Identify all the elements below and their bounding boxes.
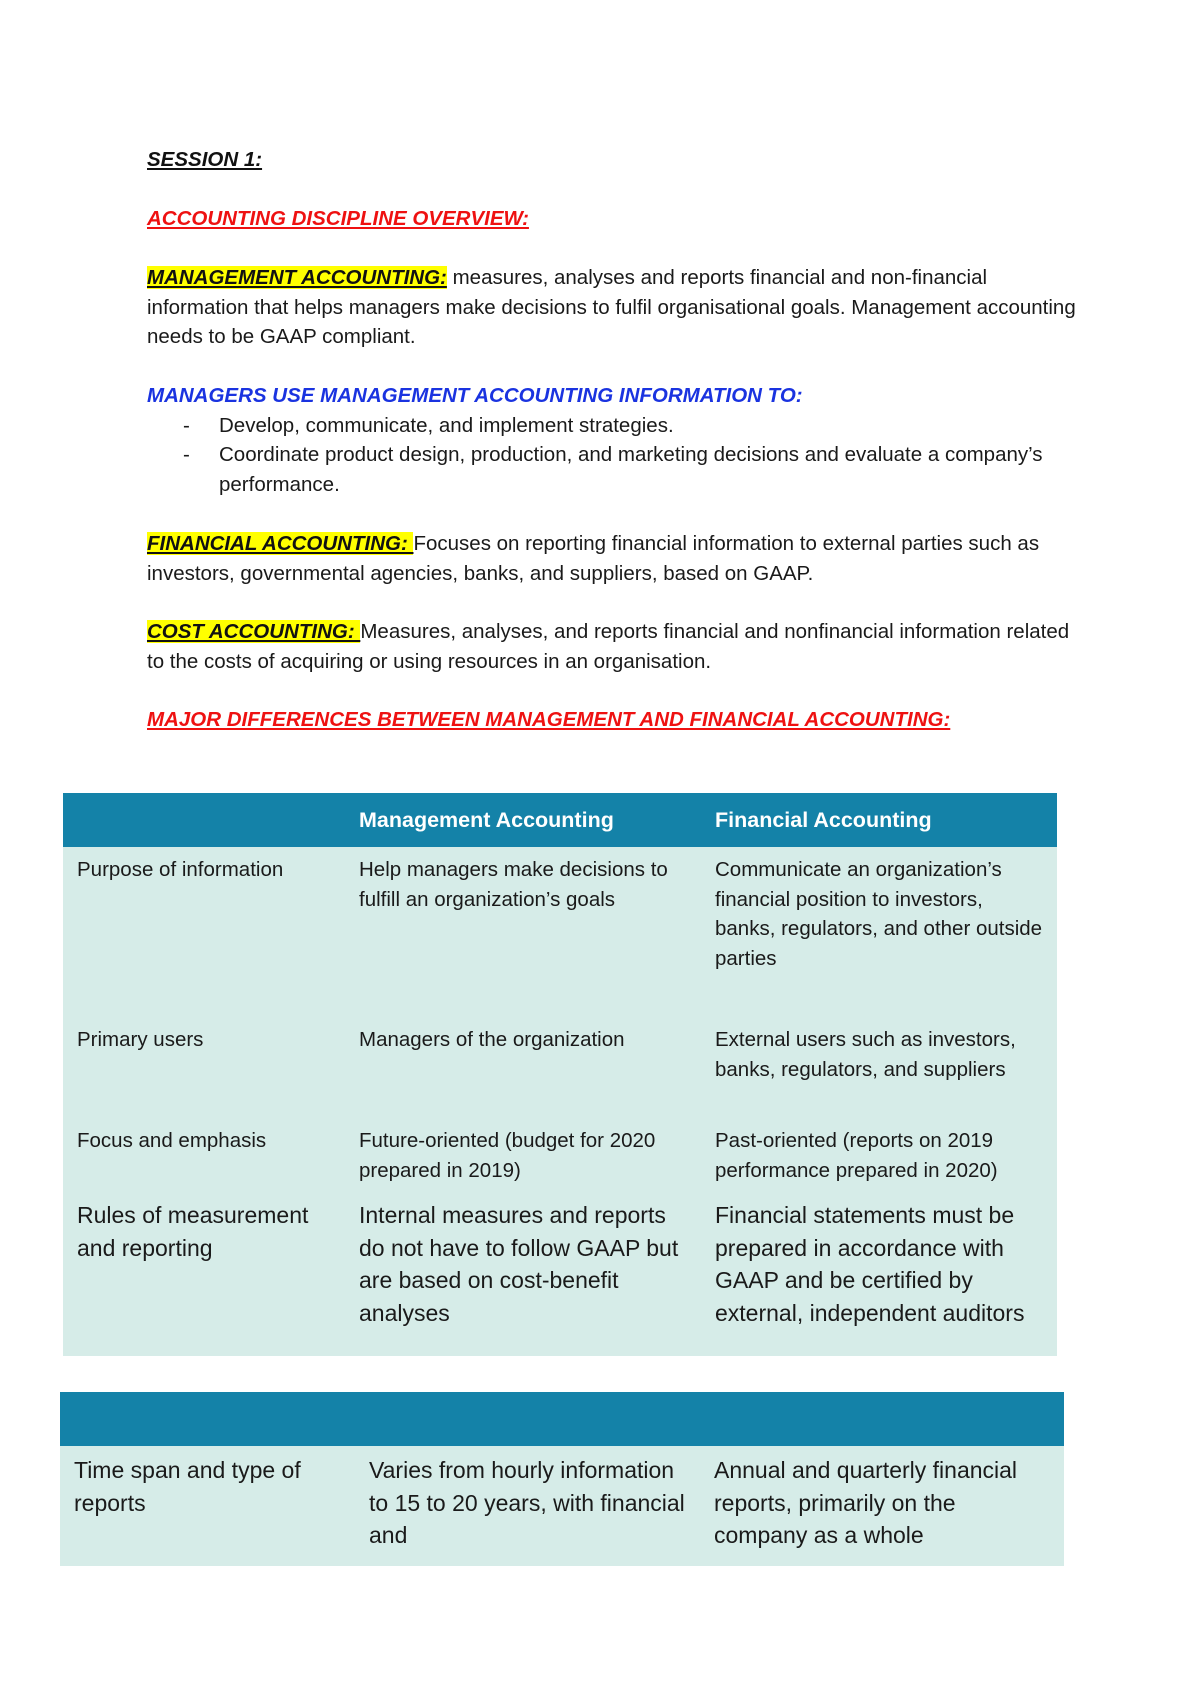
- table-cell: External users such as investors, banks, regulators, and suppliers: [701, 1017, 1057, 1118]
- table-row: [63, 1191, 1057, 1356]
- table-header-cell: Financial Accounting: [701, 793, 1057, 847]
- overview-heading: [147, 204, 1077, 234]
- table-row: [63, 847, 1057, 1017]
- session-title: [147, 145, 1077, 175]
- comparison-table: [63, 793, 1057, 1356]
- table-cell: Future-oriented (budget for 2020 prepared in 2019): [345, 1118, 701, 1191]
- comparison-table-continued: [60, 1392, 1064, 1566]
- table-cell: Internal measures and reports do not have to follow GAAP but are based on cost-benefit analyses: [345, 1191, 701, 1356]
- managers-use-list: [147, 411, 1077, 500]
- management-accounting-text: measures, analyses and reports financial and non-financial information that helps managers make decisions to fulfil organisational goals. Management accounting needs to be GAAP compliant.: [147, 266, 1076, 348]
- table-row: [63, 1118, 1057, 1191]
- list-item-text: Coordinate product design, production, and marketing decisions and evaluate a company’s performance.: [219, 443, 1043, 496]
- table-cell: Communicate an organization’s financial position to investors, banks, regulators, and other outside parties: [701, 847, 1057, 1017]
- table-cell: Time span and type of reports: [60, 1446, 355, 1566]
- table-cell: Annual and quarterly financial reports, primarily on the company as a whole: [700, 1446, 1064, 1566]
- management-accounting-paragraph: [147, 263, 1077, 352]
- financial-accounting-paragraph: [147, 529, 1077, 588]
- dash-bullet: -: [183, 443, 190, 466]
- table-header-row: [60, 1392, 1064, 1446]
- table-header-cell: [63, 793, 345, 847]
- table-header-cell: [355, 1392, 700, 1446]
- cost-accounting-paragraph: [147, 617, 1077, 676]
- table-cell: Focus and emphasis: [63, 1118, 345, 1191]
- financial-accounting-text: Focuses on reporting financial information to external parties such as investors, governmental agencies, banks, and suppliers, based on GAAP.: [147, 532, 1040, 585]
- table-cell: Managers of the organization: [345, 1017, 701, 1118]
- list-item-text: Develop, communicate, and implement strategies.: [219, 413, 674, 437]
- financial-accounting-term: FINANCIAL ACCOUNTING:: [147, 532, 414, 555]
- table-row: [60, 1446, 1064, 1566]
- table-header-cell: [700, 1392, 1064, 1446]
- table-header-row: [63, 793, 1057, 847]
- table-cell: Purpose of information: [63, 847, 345, 1017]
- differences-heading: [147, 705, 1077, 735]
- table-cell: Rules of measurement and reporting: [63, 1191, 345, 1356]
- differences-heading-text: MAJOR DIFFERENCES BETWEEN MANAGEMENT AND FINANCIAL ACCOUNTING:: [147, 708, 951, 731]
- table-header-cell: Management Accounting: [345, 793, 701, 847]
- overview-heading-text: ACCOUNTING DISCIPLINE OVERVIEW:: [147, 207, 529, 230]
- managers-use-heading: MANAGERS USE MANAGEMENT ACCOUNTING INFORMATION TO:: [147, 384, 803, 407]
- list-item: [147, 411, 1077, 441]
- session-title-text: SESSION 1:: [147, 148, 263, 171]
- management-accounting-term: MANAGEMENT ACCOUNTING:: [147, 266, 447, 289]
- list-item: [147, 440, 1077, 499]
- table-row: [63, 1017, 1057, 1118]
- table-cell: Past-oriented (reports on 2019 performance prepared in 2020): [701, 1118, 1057, 1191]
- cost-accounting-text: Measures, analyses, and reports financial and nonfinancial information related to the costs of acquiring or using resources in an organisation.: [147, 620, 1070, 673]
- managers-use-section: [147, 381, 1077, 499]
- dash-bullet: -: [183, 413, 190, 437]
- cost-accounting-term: COST ACCOUNTING:: [147, 620, 361, 643]
- table-header-cell: [60, 1392, 355, 1446]
- table-cell: Varies from hourly information to 15 to 20 years, with financial and: [355, 1446, 700, 1566]
- table-cell: Primary users: [63, 1017, 345, 1118]
- table-cell: Help managers make decisions to fulfill an organization’s goals: [345, 847, 701, 1017]
- table-cell: Financial statements must be prepared in accordance with GAAP and be certified by external, independent auditors: [701, 1191, 1057, 1356]
